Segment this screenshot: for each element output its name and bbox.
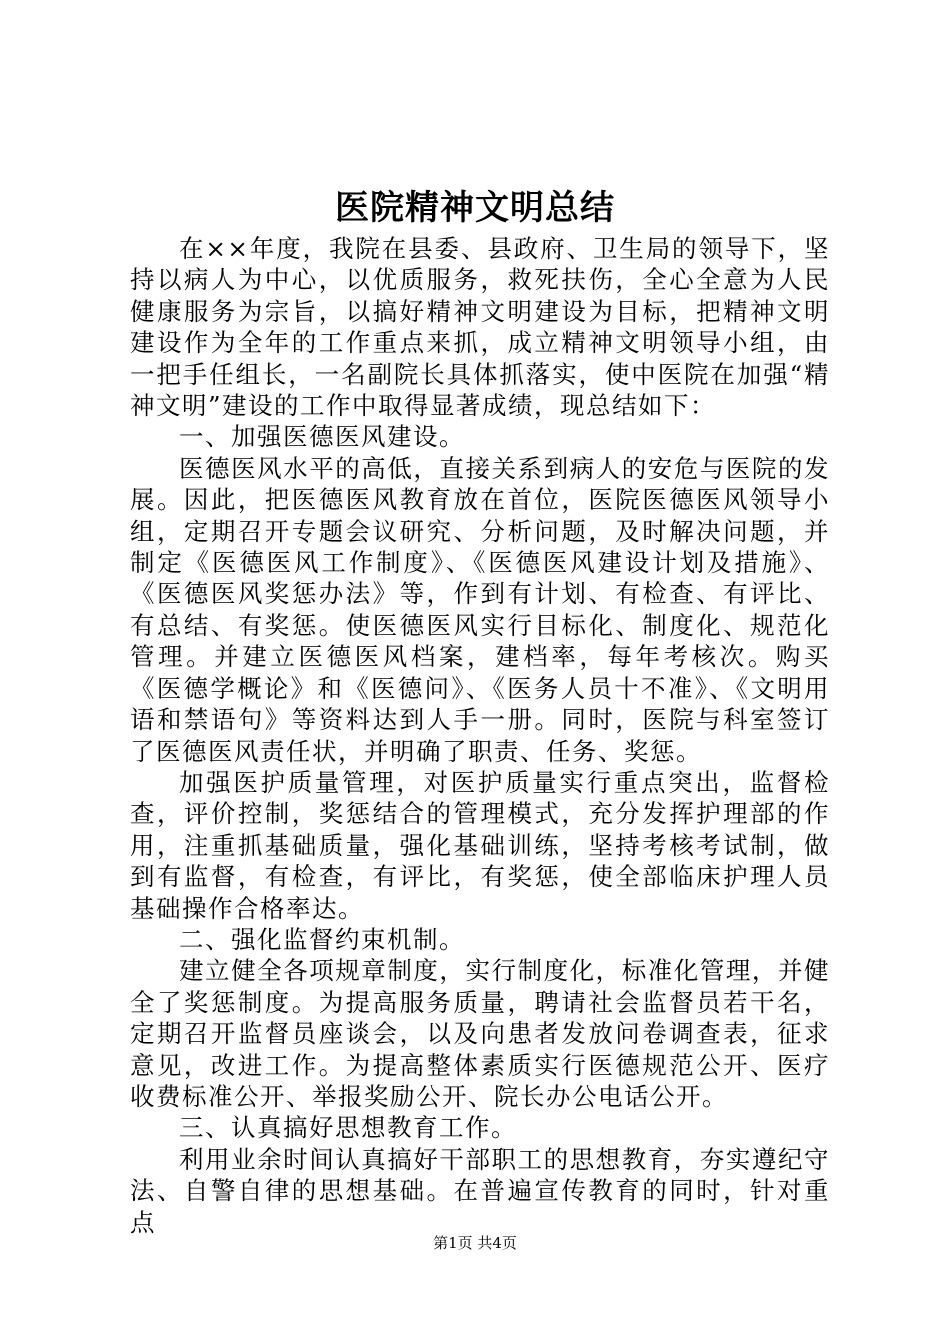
- page-footer: 第1页 共4页: [433, 1234, 517, 1252]
- document-body: [130, 233, 830, 1238]
- section-heading-1: 一、加强医德医风建设。: [179, 422, 465, 452]
- paragraph-supervision: 建立健全各项规章制度，实行制度化，标准化管理，并健全了奖惩制度。为提高服务质量，聘请社会监督员若干名，定期召开监督员座谈会，以及向患者发放问卷调查表，征求意见，改进工作。为提高整体素质实行医德规范公开、医疗收费标准公开、举报奖励公开、院长办公电话公开。: [130, 956, 830, 1111]
- section-heading-2: 二、强化监督约束机制。: [179, 924, 465, 954]
- document-title: 医院精神文明总结: [335, 188, 615, 228]
- paragraph-intro: 在××年度，我院在县委、县政府、卫生局的领导下，坚持以病人为中心，以优质服务，救死扶伤，全心全意为人民健康服务为宗旨，以搞好精神文明建设为目标，把精神文明建设作为全年的工作重点来抓，成立精神文明领导小组，由一把手任组长，一名副院长具体抓落实，使中医院在加强“精神文明”建设的工作中取得显著成绩，现总结如下：: [130, 234, 830, 421]
- paragraph-education: 利用业余时间认真搞好干部职工的思想教育，夯实遵纪守法、自警自律的思想基础。在普遍宣传教育的同时，针对重点: [130, 1144, 830, 1237]
- paragraph-nursing-quality: 加强医护质量管理，对医护质量实行重点突出，监督检查，评价控制，奖惩结合的管理模式，充分发挥护理部的作用，注重抓基础质量，强化基础训练，坚持考核考试制，做到有监督，有检查，有评比，有奖惩，使全部临床护理人员基础操作合格率达。: [130, 767, 830, 923]
- paragraph-medical-ethics: 医德医风水平的高低，直接关系到病人的安危与医院的发展。因此，把医德医风教育放在首位，医院医德医风领导小组，定期召开专题会议研究、分析问题，及时解决问题，并制定《医德医风工作制度》、《医德医风建设计划及措施》、《医德医风奖惩办法》等，作到有计划、有检查、有评比、有总结、有奖惩。使医德医风实行目标化、制度化、规范化管理。并建立医德医风档案，建档率，每年考核次。购买《医德学概论》和《医德问》、《医务人员十不准》、《文明用语和禁语句》等资料达到人手一册。同时，医院与科室签订了医德医风责任状，并明确了职责、任务、奖惩。: [130, 453, 830, 766]
- section-heading-3: 三、认真搞好思想教育工作。: [179, 1113, 517, 1143]
